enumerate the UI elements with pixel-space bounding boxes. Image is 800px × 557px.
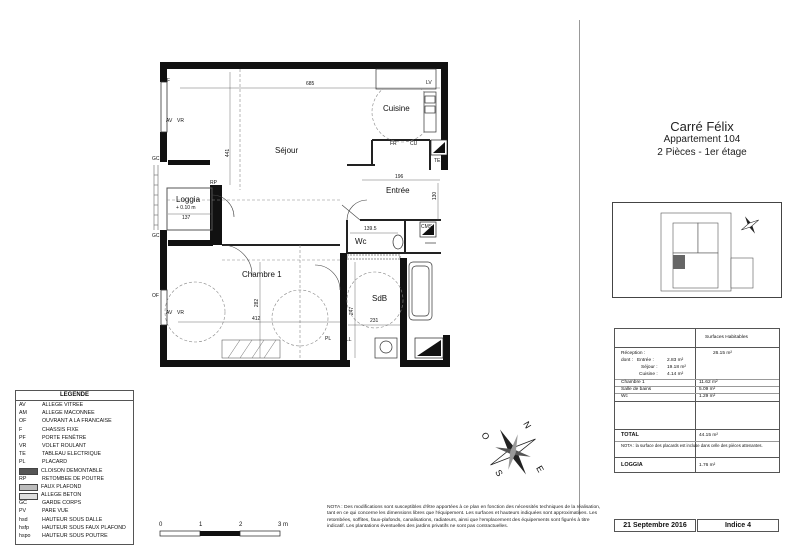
code-fr: FR bbox=[390, 141, 397, 147]
code-vr-1: VR bbox=[177, 118, 184, 124]
legend-row bbox=[16, 417, 133, 425]
compass-rose bbox=[477, 416, 548, 487]
legend-label: CLOISON DEMONTABLE bbox=[41, 467, 103, 474]
index-box: Indice 4 bbox=[697, 519, 779, 532]
code-ll: LL bbox=[346, 337, 352, 343]
legend-code: hsd bbox=[19, 516, 28, 523]
legend-code: PV bbox=[19, 508, 27, 515]
legend-label: ALLEGE BETON bbox=[41, 492, 82, 499]
wc-value: 1.29 m² bbox=[699, 394, 716, 399]
dim-412: 412 bbox=[252, 316, 261, 322]
legend-label: RETOMBEE DE POUTRE bbox=[42, 475, 105, 482]
legend-code: AV bbox=[19, 402, 26, 408]
loggia-label: LOGGIA bbox=[621, 462, 643, 468]
dim-282: 282 bbox=[254, 298, 261, 308]
code-te: TE bbox=[434, 158, 441, 164]
legend-code: OF bbox=[19, 418, 27, 425]
legend-row bbox=[16, 516, 133, 524]
dim-139: 139.5 bbox=[364, 226, 377, 232]
room-label-wc: Wc bbox=[355, 237, 367, 246]
dim-441: 441 bbox=[225, 148, 232, 158]
tech-boxes bbox=[415, 140, 447, 358]
legend-code: VR bbox=[19, 442, 27, 449]
surfaces-header: Surfaces Habitables bbox=[705, 335, 748, 340]
loggia-value: 1.76 m² bbox=[699, 463, 716, 468]
sdb-value: 5.09 m² bbox=[699, 387, 716, 392]
sejour-label: Séjour : bbox=[641, 365, 658, 370]
surfaces-note: NOTA : la surface des placards est incluse dans celle des pièces attenantes. bbox=[621, 443, 763, 448]
legend-row bbox=[16, 442, 133, 450]
legend-row bbox=[16, 483, 133, 491]
surfaces-table bbox=[614, 328, 780, 473]
legend-label: CHASSIS FIXE bbox=[42, 426, 79, 433]
scale-bar bbox=[160, 531, 280, 536]
legend-row bbox=[16, 434, 133, 442]
sdb-label: Salle de bains bbox=[621, 387, 652, 392]
code-av-2: AV bbox=[166, 310, 173, 316]
dont-label: dont : bbox=[621, 358, 634, 363]
cloison-demontable bbox=[347, 255, 400, 259]
legend-label: TABLEAU ELECTRIQUE bbox=[42, 451, 102, 458]
entree-value: 2.83 m² bbox=[667, 358, 684, 363]
code-vr-2: VR bbox=[177, 310, 184, 316]
room-label-entree: Entrée bbox=[386, 186, 410, 195]
code-of-1: OF bbox=[163, 78, 170, 84]
code-av-1: AV bbox=[166, 118, 173, 124]
scale-tick-2: 2 bbox=[239, 522, 243, 528]
project-name: Carré Félix bbox=[670, 119, 734, 134]
date-box: 21 Septembre 2016 bbox=[614, 519, 696, 532]
loggia-level: + 0.10 m bbox=[176, 205, 196, 211]
sejour-value: 19.18 m² bbox=[667, 365, 686, 370]
legend-label: HAUTEUR SOUS DALLE bbox=[42, 516, 103, 523]
title-block bbox=[622, 120, 782, 159]
legend-code: hspo bbox=[19, 533, 31, 539]
legend-label: ALLEGE MACONNEE bbox=[42, 410, 95, 417]
code-cms: CMS bbox=[421, 224, 433, 230]
legend-code: RP bbox=[19, 475, 27, 482]
partitions bbox=[222, 140, 441, 253]
code-lv: LV bbox=[426, 80, 432, 86]
code-cu: CU bbox=[410, 141, 418, 147]
key-plan bbox=[612, 202, 782, 298]
dim-247: 247 bbox=[349, 306, 356, 316]
room-label-chambre: Chambre 1 bbox=[242, 270, 282, 279]
room-label-loggia: Loggia bbox=[176, 195, 201, 204]
scale-tick-1: 1 bbox=[199, 522, 203, 528]
apartment-type: 2 Pièces - 1er étage bbox=[657, 147, 747, 158]
nota-text: NOTA : Des modifications sont susceptibles d'être apportées à ce plan en fonction des nécessités techniques de la réalisation, tant en ce qui concerne les dimensions libres que l'équipement. Les surfaces et hauteurs indiquées sont approximatives. Les retombées, soffites, faux-plafonds, canalisations, radiateurs, ainsi que l'emplacement des équipements sont figurés à titre indicatif. Les plantations éventuelles des jardins privatifs ne sont pas contractuelles. bbox=[327, 505, 601, 530]
dim-196: 196 bbox=[395, 174, 404, 180]
dim-685: 685 bbox=[306, 81, 315, 87]
apartment-number: Appartement 104 bbox=[663, 134, 741, 145]
code-of-2: OF bbox=[152, 293, 159, 299]
legend-label: HAUTEUR SOUS FAUX PLAFOND bbox=[42, 524, 126, 531]
reception-value: 26.15 m² bbox=[713, 351, 732, 356]
dim-130: 130 bbox=[432, 191, 439, 201]
total-label: TOTAL bbox=[621, 432, 639, 438]
legend-row bbox=[16, 401, 133, 409]
code-gc-1: GC bbox=[152, 156, 160, 162]
reception-label: Réception : bbox=[621, 351, 646, 356]
chambre-value: 11.62 m² bbox=[699, 380, 718, 385]
legend-label: PLACARD bbox=[42, 459, 68, 466]
legend-label: PORTE FENÊTRE bbox=[42, 434, 87, 441]
entree-label: Entrée : bbox=[637, 358, 654, 363]
placard bbox=[222, 340, 280, 358]
legend-row bbox=[16, 507, 133, 515]
kitchen-units bbox=[376, 69, 436, 132]
loggia-hatch bbox=[154, 165, 158, 230]
legend-label: GARDE CORPS bbox=[42, 500, 82, 507]
total-value: 44.15 m² bbox=[699, 433, 718, 438]
key-plan-drawing bbox=[613, 203, 781, 297]
legend-code: AM bbox=[19, 410, 27, 417]
legend-code: F bbox=[19, 426, 23, 433]
scale-tick-3: 3 m bbox=[278, 522, 289, 528]
legend-code: PL bbox=[19, 459, 26, 466]
legend-label: PARE VUE bbox=[42, 508, 69, 515]
legend-row bbox=[16, 467, 133, 475]
dim-231: 231 bbox=[370, 318, 379, 324]
compass-n: N bbox=[521, 419, 534, 431]
dim-137: 137 bbox=[182, 215, 191, 221]
code-gc-2: GC bbox=[152, 233, 160, 239]
legend-code: PF bbox=[19, 434, 26, 441]
legend-row bbox=[16, 426, 133, 434]
code-pl: PL bbox=[325, 336, 332, 342]
sheet-divider bbox=[579, 20, 580, 515]
legend bbox=[15, 390, 134, 545]
legend-code: GC bbox=[19, 500, 27, 507]
legend-rows bbox=[16, 401, 133, 540]
legend-code: TE bbox=[19, 451, 26, 458]
dimension-lines bbox=[168, 72, 440, 358]
legend-row bbox=[16, 524, 133, 532]
legend-row bbox=[16, 450, 133, 458]
room-label-sejour: Séjour bbox=[275, 146, 299, 155]
legend-label: FAUX PLAFOND bbox=[41, 483, 82, 490]
room-label-cuisine: Cuisine bbox=[383, 104, 410, 113]
legend-header: LEGENDE bbox=[16, 391, 133, 401]
legend-label: OUVRANT A LA FRANCAISE bbox=[42, 418, 112, 425]
legend-label: HAUTEUR SOUS POUTRE bbox=[42, 533, 108, 539]
legend-row bbox=[16, 499, 133, 507]
compass-o: O bbox=[479, 430, 492, 442]
wc-label: Wc bbox=[621, 394, 628, 399]
cuisine-value: 4.14 m² bbox=[667, 372, 684, 377]
legend-row bbox=[16, 409, 133, 417]
scale-tick-0: 0 bbox=[159, 522, 163, 528]
legend-swatch bbox=[19, 484, 38, 491]
code-rp: RP bbox=[210, 180, 217, 186]
legend-label: ALLEGE VITREE bbox=[42, 402, 84, 408]
compass-s: S bbox=[493, 467, 505, 479]
legend-row bbox=[16, 532, 133, 540]
room-label-sdb: SdB bbox=[372, 294, 388, 303]
chambre-label: Chambre 1 bbox=[621, 380, 645, 385]
legend-row bbox=[16, 475, 133, 483]
cuisine-label: Cuisine : bbox=[639, 372, 658, 377]
legend-code: hsfp bbox=[19, 524, 30, 531]
compass-e: E bbox=[534, 463, 546, 475]
legend-label: VOLET ROULANT bbox=[42, 442, 87, 449]
legend-row bbox=[16, 458, 133, 466]
legend-row bbox=[16, 491, 133, 499]
